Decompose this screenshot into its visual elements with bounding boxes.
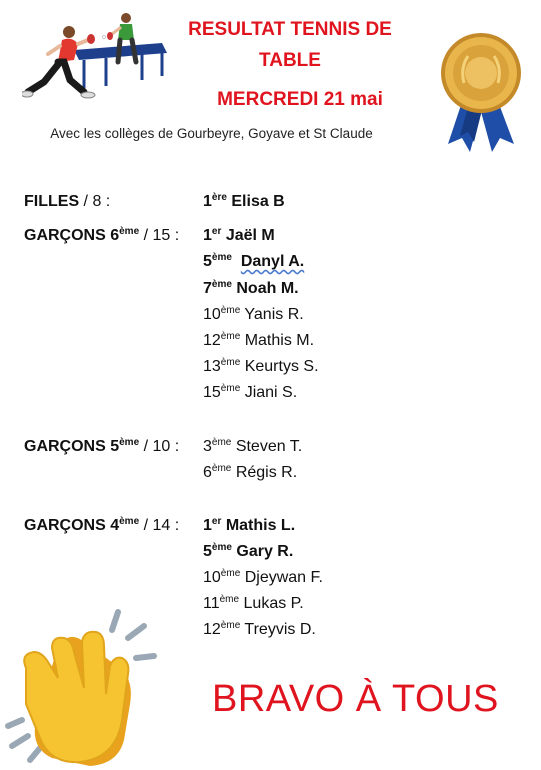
result-entry: 1er Jaël M — [203, 226, 275, 244]
result-entry: 7ème Noah M. — [203, 279, 299, 297]
result-entry: 5ème Danyl A. — [203, 252, 305, 270]
result-entry: 1ère Elisa B — [203, 192, 285, 210]
result-entry: 11ème Lukas P. — [203, 594, 304, 612]
result-entry: 10ème Djeywan F. — [203, 568, 323, 586]
ping-pong-players-icon — [22, 10, 167, 105]
subtitle: Avec les collèges de Gourbeyre, Goyave et St Claude — [50, 126, 373, 141]
result-entry: 10ème Yanis R. — [203, 305, 304, 323]
clapping-hands-icon — [0, 608, 165, 768]
title-line-1: RESULTAT TENNIS DE — [188, 19, 392, 40]
result-entry: 6ème Régis R. — [203, 463, 298, 481]
result-entry: 15ème Jiani S. — [203, 383, 298, 401]
result-entry: 1er Mathis L. — [203, 516, 296, 534]
result-entry: 3ème Steven T. — [203, 437, 303, 455]
category-filles: FILLES / 8 : — [24, 193, 111, 210]
result-entry: 13ème Keurtys S. — [203, 357, 319, 375]
event-date: MERCREDI 21 mai — [217, 89, 383, 110]
category-garcons-5: GARÇONS 5ème / 10 : — [24, 437, 180, 455]
title-line-2: TABLE — [259, 50, 321, 71]
result-entry: 12ème Mathis M. — [203, 331, 315, 349]
result-entry: 5ème Gary R. — [203, 542, 294, 560]
bravo-message: BRAVO À TOUS — [212, 678, 499, 720]
result-entry: 12ème Treyvis D. — [203, 620, 316, 638]
category-garcons-4: GARÇONS 4ème / 14 : — [24, 516, 180, 534]
category-garcons-6: GARÇONS 6ème / 15 : — [24, 226, 180, 244]
gold-medal-icon — [436, 28, 526, 160]
